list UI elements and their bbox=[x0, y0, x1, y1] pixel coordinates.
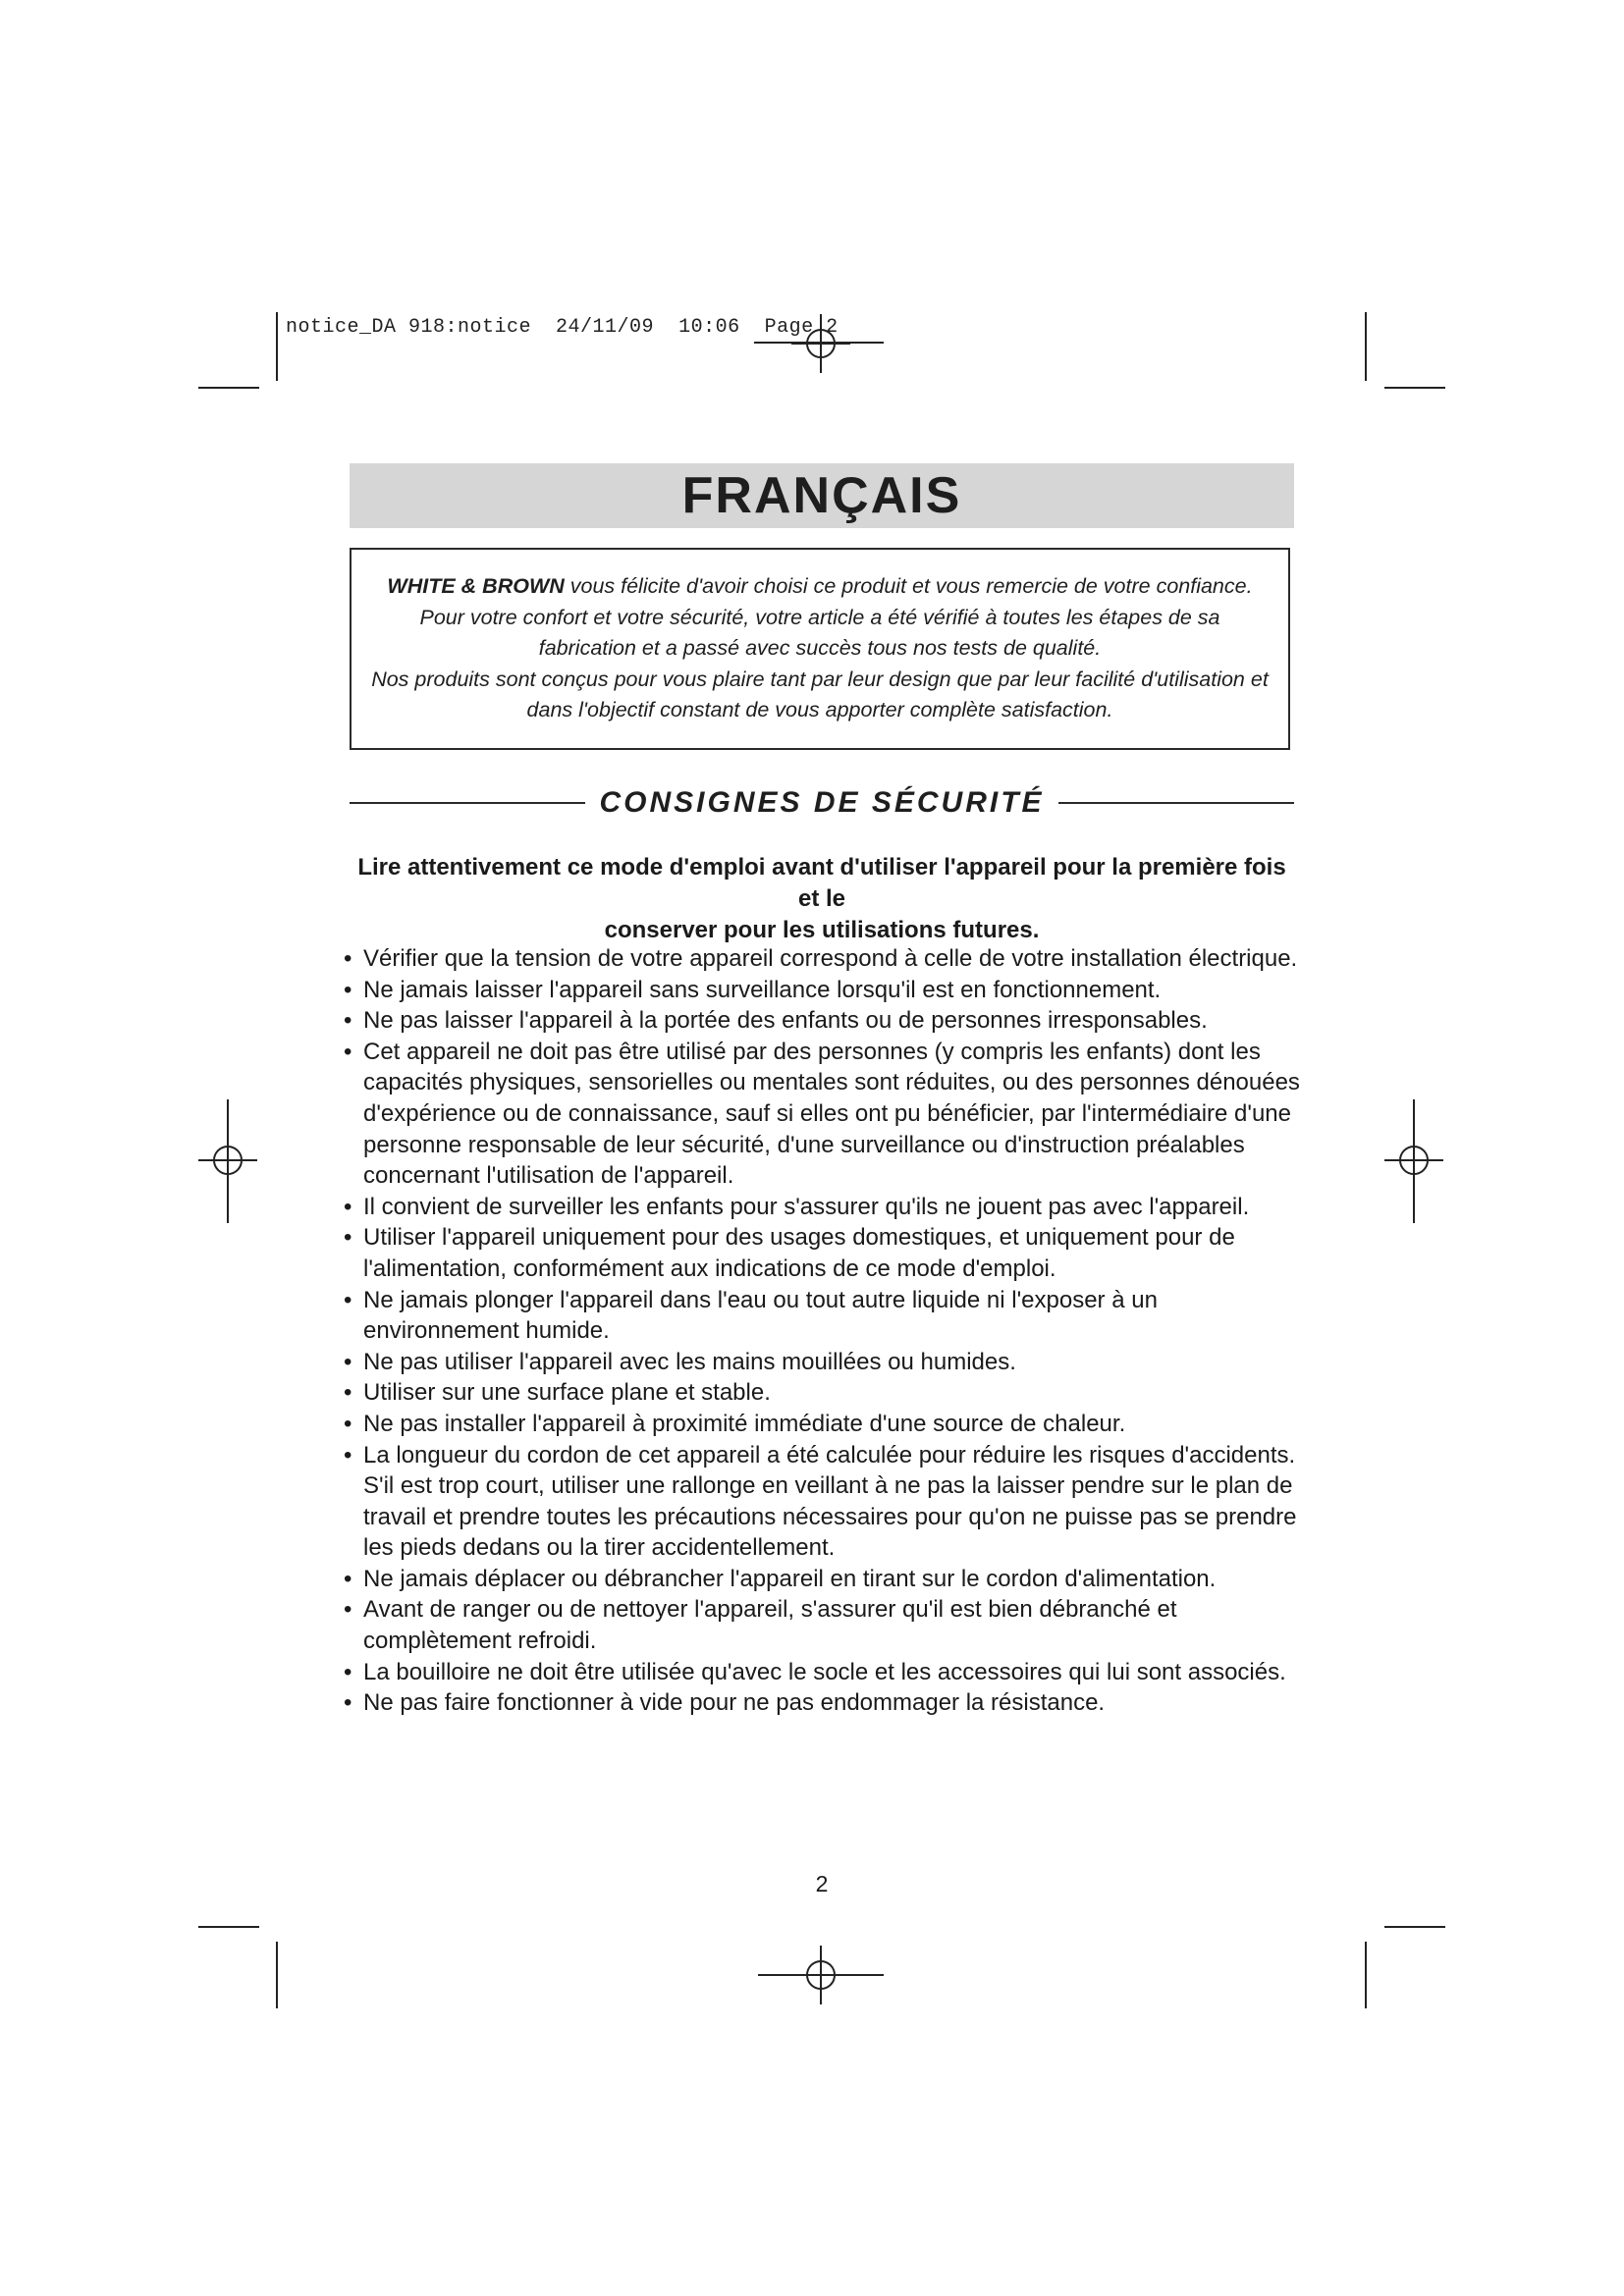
brand-name: WHITE & BROWN bbox=[387, 574, 565, 598]
bullet-icon: • bbox=[344, 1596, 352, 1624]
lead-paragraph bbox=[350, 852, 1294, 946]
bullet-icon: • bbox=[344, 1689, 352, 1717]
bullet-icon: • bbox=[344, 945, 352, 972]
crop-mark-bottom-right-vertical bbox=[1365, 1942, 1367, 2008]
list-item-text: Ne jamais laisser l'appareil sans surveillance lorsqu'il est en fonctionnement. bbox=[363, 976, 1162, 1003]
list-item-text: Ne pas utiliser l'appareil avec les mains mouillées ou humides. bbox=[363, 1348, 1016, 1375]
crop-mark-bottom-left-horizontal bbox=[198, 1926, 259, 1928]
list-item-text: Utiliser l'appareil uniquement pour des usages domestiques, et uniquement pour de l'alimentation, conformément aux indications de ce mode d'emploi. bbox=[363, 1224, 1235, 1282]
bullet-icon: • bbox=[344, 1286, 352, 1313]
list-item bbox=[344, 1285, 1306, 1347]
page-number: 2 bbox=[815, 1871, 829, 1896]
list-item bbox=[344, 1347, 1306, 1378]
list-item bbox=[344, 943, 1306, 975]
registration-line-bottom bbox=[758, 1974, 884, 1976]
crop-mark-top-right-horizontal bbox=[1384, 387, 1445, 389]
list-item bbox=[344, 1687, 1306, 1719]
crop-mark-top-left-horizontal bbox=[198, 387, 259, 389]
list-item-text: Il convient de surveiller les enfants pour s'assurer qu'ils ne jouent pas avec l'appareil. bbox=[363, 1193, 1250, 1220]
section-heading bbox=[350, 783, 1294, 823]
intro-line-1 bbox=[365, 571, 1274, 603]
registration-mark-top-icon bbox=[791, 314, 850, 373]
list-item bbox=[344, 1192, 1306, 1223]
registration-line-right bbox=[1413, 1099, 1415, 1223]
list-item bbox=[344, 1377, 1306, 1409]
bullet-icon: • bbox=[344, 1658, 352, 1685]
list-item-text: Avant de ranger ou de nettoyer l'appareil, s'assurer qu'il est bien débranché et complètement refroidi. bbox=[363, 1596, 1177, 1655]
list-item-text: Utiliser sur une surface plane et stable. bbox=[363, 1379, 771, 1407]
bullet-icon: • bbox=[344, 976, 352, 1003]
crop-mark-bottom-left-vertical bbox=[276, 1942, 278, 2008]
lead-line-1: Lire attentivement ce mode d'emploi avant d'utiliser l'appareil pour la première fois et le bbox=[357, 854, 1286, 912]
list-item-text: Cet appareil ne doit pas être utilisé par des personnes (y compris les enfants) dont les capacités physiques, sensorielles ou mentales sont réduites, ou des personnes dénouées d'expérience ou de connaissance, sauf si elles ont pu bénéficier, par l'intermédiaire d'une personne responsable de leur sécurité, d'une surveillance ou d'instruction préalables concernant l'utilisation de l'appareil. bbox=[363, 1038, 1300, 1190]
intro-line-2: Pour votre confort et votre sécurité, votre article a été vérifié à toutes les étapes de sa bbox=[419, 605, 1220, 629]
page-title: FRANÇAIS bbox=[681, 467, 962, 524]
list-item-text: Vérifier que la tension de votre appareil correspond à celle de votre installation électrique. bbox=[363, 945, 1298, 972]
crop-mark-top-left-vertical bbox=[276, 312, 278, 381]
intro-line-5: dans l'objectif constant de vous apporter complète satisfaction. bbox=[526, 698, 1113, 721]
list-item-text: Ne jamais déplacer ou débrancher l'appareil en tirant sur le cordon d'alimentation. bbox=[363, 1565, 1217, 1592]
intro-line-1-rest: vous félicite d'avoir choisi ce produit et vous remercie de votre confiance. bbox=[564, 574, 1253, 598]
list-item bbox=[344, 1564, 1306, 1595]
list-item-text: La longueur du cordon de cet appareil a été calculée pour réduire les risques d'accidents. S'il est trop court, utiliser une rallonge en veillant à ne pas la laisser pendre sur le plan de travail et prendre toutes les précautions nécessaires pour qu'on ne puisse pas se prendre les pieds dedans ou la tirer accidentellement. bbox=[363, 1441, 1297, 1562]
section-heading-label: CONSIGNES DE SÉCURITÉ bbox=[599, 786, 1045, 819]
bullet-icon: • bbox=[344, 1410, 352, 1437]
list-item bbox=[344, 1409, 1306, 1440]
safety-rules-list bbox=[344, 943, 1306, 1719]
list-item-text: Ne jamais plonger l'appareil dans l'eau ou tout autre liquide ni l'exposer à un environnement humide. bbox=[363, 1286, 1158, 1345]
bullet-icon: • bbox=[344, 1007, 352, 1035]
list-item bbox=[344, 1657, 1306, 1688]
list-item-text: Ne pas installer l'appareil à proximité immédiate d'une source de chaleur. bbox=[363, 1410, 1126, 1437]
crop-mark-bottom-right-horizontal bbox=[1384, 1926, 1445, 1928]
bullet-icon: • bbox=[344, 1193, 352, 1220]
bullet-icon: • bbox=[344, 1038, 352, 1065]
bullet-icon: • bbox=[344, 1224, 352, 1252]
heading-rule-right bbox=[1058, 802, 1294, 804]
registration-line-left bbox=[227, 1099, 229, 1223]
list-item-text: Ne pas faire fonctionner à vide pour ne pas endommager la résistance. bbox=[363, 1689, 1106, 1717]
list-item-text: Ne pas laisser l'appareil à la portée des enfants ou de personnes irresponsables. bbox=[363, 1007, 1208, 1035]
bullet-icon: • bbox=[344, 1348, 352, 1375]
list-item bbox=[344, 1037, 1306, 1192]
list-item bbox=[344, 1440, 1306, 1564]
intro-line-3: fabrication et a passé avec succès tous nos tests de qualité. bbox=[538, 636, 1102, 660]
list-item-text: La bouilloire ne doit être utilisée qu'avec le socle et les accessoires qui lui sont associés. bbox=[363, 1658, 1286, 1685]
list-item bbox=[344, 1222, 1306, 1284]
bullet-icon: • bbox=[344, 1379, 352, 1407]
bullet-icon: • bbox=[344, 1565, 352, 1592]
lead-line-2: conserver pour les utilisations futures. bbox=[604, 917, 1040, 943]
bullet-icon: • bbox=[344, 1441, 352, 1468]
list-item bbox=[344, 1594, 1306, 1656]
list-item bbox=[344, 975, 1306, 1006]
print-header: notice_DA 918:notice 24/11/09 10:06 Page 2 bbox=[286, 316, 839, 339]
intro-box bbox=[350, 548, 1290, 750]
list-item bbox=[344, 1005, 1306, 1037]
heading-rule-left bbox=[350, 802, 585, 804]
intro-line-4: Nos produits sont conçus pour vous plaire tant par leur design que par leur facilité d'utilisation et bbox=[371, 667, 1269, 691]
crop-mark-top-right-vertical bbox=[1365, 312, 1367, 381]
language-title-band bbox=[350, 463, 1294, 528]
